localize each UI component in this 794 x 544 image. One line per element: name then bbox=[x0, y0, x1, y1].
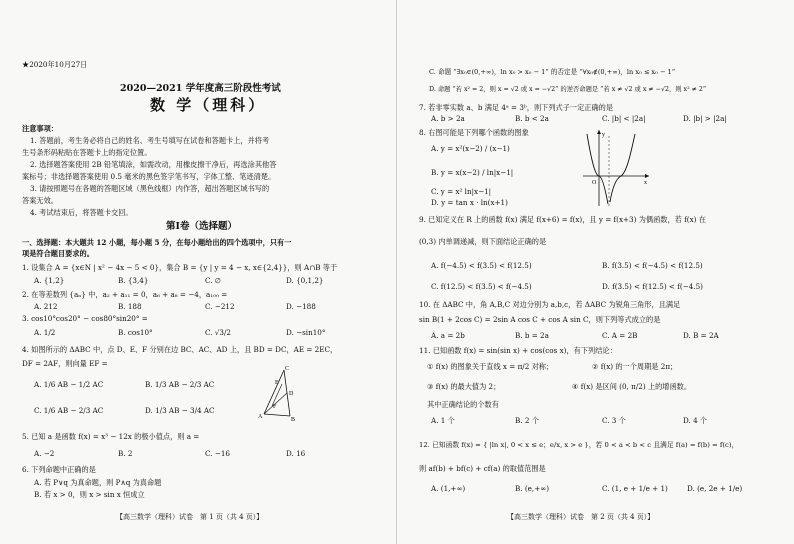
option: B. 2 个 bbox=[515, 416, 539, 425]
notice-line: 答案无效。 bbox=[22, 196, 58, 205]
notice-line: 生号条形码粘贴在答题卡上的指定位置。 bbox=[22, 148, 152, 157]
option: C. (1, e + 1/e + 1) bbox=[602, 484, 668, 493]
page-footer: 【高三数学（理科）试卷 第 2 页（共 4 页）】 bbox=[507, 513, 655, 521]
option: C. 1/6 AB − 2/3 AC bbox=[34, 406, 104, 415]
statement: ① f(x) 的图象关于直线 x = π/2 对称； bbox=[427, 362, 554, 371]
subject-title: 数 学（理科） bbox=[150, 96, 267, 114]
option: D. {0,1,2} bbox=[286, 276, 324, 285]
figure-label: D bbox=[289, 391, 294, 397]
option: C. √3/2 bbox=[205, 328, 231, 337]
option: A. −2 bbox=[34, 449, 55, 458]
option: B. 若 x > 0，则 x > sin x 恒成立 bbox=[34, 490, 145, 499]
option: C. |b| < |2a| bbox=[602, 114, 646, 123]
option: A. 1 个 bbox=[431, 416, 455, 425]
option: C. f(12.5) < f(3.5) < f(−4.5) bbox=[431, 282, 532, 291]
option: B. (e,+∞) bbox=[515, 484, 550, 493]
graph-label: y bbox=[602, 132, 605, 138]
notice-line: 2. 选择题答案使用 2B 铅笔填涂，如需改动，用橡皮擦干净后，再选涂其他答 bbox=[30, 160, 277, 169]
option: D. y = tan x · ln(x+1) bbox=[431, 198, 508, 207]
question-5-stem: 5. 已知 a 是函数 f(x) = x³ − 12x 的极小值点，则 a = bbox=[22, 432, 200, 441]
figure-label: A bbox=[258, 414, 263, 420]
option: D. |b| > |2a| bbox=[683, 114, 727, 123]
option: D. 1/3 AB − 3/4 AC bbox=[145, 406, 215, 415]
option: B. {3,4} bbox=[118, 276, 149, 285]
option: C. ∅ bbox=[205, 276, 222, 285]
notice-line: 3. 请按照题号在各题的答题区域（黑色线框）内作答，超出答题区域书写的 bbox=[30, 184, 270, 193]
option: C. A = 2B bbox=[602, 331, 638, 340]
option: A. 1/2 bbox=[34, 328, 56, 337]
question-4-stem: DF = 2AF，则向量 EF = bbox=[22, 359, 108, 368]
option: B. y = x(x−2) / ln|x−1| bbox=[431, 168, 514, 177]
option: D. −sin10° bbox=[286, 328, 326, 337]
notice-line: 案标号；非选择题答案使用 0.5 毫米的黑色签字笔书写，字体工整、笔迹清楚。 bbox=[22, 172, 276, 181]
question-8-stem: 8. 右图可能是下列哪个函数的图象 bbox=[419, 128, 529, 137]
question-6-stem: 6. 下列命题中正确的是 bbox=[22, 465, 96, 474]
notice-line: 1. 答题前，考生务必将自己的姓名、考生号填写在试卷和答题卡上，并将考 bbox=[30, 136, 270, 145]
question-10-stem: sin B(1 + 2cos C) = 2sin A cos C + cos A sin C，则下列等式成立的是 bbox=[419, 315, 661, 324]
option: B. f(3.5) < f(−4.5) < f(12.5) bbox=[602, 261, 703, 270]
statement: ④ f(x) 是区间 (0, π/2) 上的增函数。 bbox=[572, 382, 692, 391]
notice-heading: 注意事项： bbox=[22, 124, 58, 133]
exam-title: 2020—2021 学年度高三阶段性考试 bbox=[120, 83, 281, 94]
option: B. 1/3 AB − 2/3 AC bbox=[145, 380, 215, 389]
option: B. b = 2a bbox=[515, 331, 549, 340]
graph-label: x bbox=[644, 180, 647, 186]
function-graph-figure bbox=[579, 128, 651, 208]
option: A. 212 bbox=[34, 302, 58, 311]
triangle-figure bbox=[258, 364, 298, 422]
figure-label: E bbox=[275, 380, 279, 386]
option: A. 1/6 AB − 1/2 AC bbox=[34, 380, 104, 389]
question-2-stem: 2. 在等差数列 {aₙ} 中，a₂ + a₁₁ = 0，a₆ + a₈ = −4，a₁₀₀ = bbox=[22, 290, 228, 299]
option: A. f(−4.5) < f(3.5) < f(12.5) bbox=[431, 261, 532, 270]
question-6-option-c: C. 命题 “∃x₀∈(0,+∞)，ln x₀ > x₀ − 1” 的否定是 “∀x₀∉(0,+∞)，ln x₀ ≤ x₀ − 1” bbox=[429, 68, 676, 76]
part-title: 第Ⅰ卷（选择题） bbox=[166, 221, 237, 232]
figure-label: F bbox=[273, 404, 277, 410]
option: C. y = x² ln|x−1| bbox=[431, 187, 492, 196]
option: A. {1,2} bbox=[34, 276, 65, 285]
option: D. 16 bbox=[286, 449, 306, 458]
statement: ③ f(x) 的最大值为 2； bbox=[427, 382, 501, 391]
question-1-stem: 1. 设集合 A = {x∈N | x² − 4x − 5 < 0}，集合 B = {y | y = 4 − x, x∈{2,4}}，则 A∩B 等于 bbox=[22, 263, 338, 272]
question-12-stem: 则 af(b) + bf(c) + cf(a) 的取值范围是 bbox=[419, 464, 546, 473]
option: D. f(3.5) < f(12.5) < f(−4.5) bbox=[602, 282, 703, 291]
part-description: 一、选择题：本大题共 12 小题，每小题 5 分，在每小题给出的四个选项中，只有一 bbox=[22, 238, 292, 247]
option: D. (e, 2e + 1/e) bbox=[687, 484, 743, 493]
page-footer: 【高三数学（理科）试卷 第 1 页（共 4 页）】 bbox=[116, 513, 264, 521]
question-7-stem: 7. 若非零实数 a、b 满足 4ᵃ = 3ᵇ，则下列式子一定正确的是 bbox=[419, 103, 614, 112]
option: C. −16 bbox=[205, 449, 230, 458]
option: D. −188 bbox=[286, 302, 316, 311]
statement: ② f(x) 的一个周期是 2π； bbox=[592, 362, 678, 371]
part-description: 项是符合题目要求的。 bbox=[22, 249, 94, 258]
figure-label: C bbox=[285, 366, 290, 372]
option: B. b < 2a bbox=[515, 114, 549, 123]
question-4-stem: 4. 如图所示的 ΔABC 中，点 D、E、F 分别在边 BC、AC、AD 上，且 BD = DC，AE = 2EC， bbox=[22, 345, 338, 354]
option: D. 4 个 bbox=[683, 416, 708, 425]
notice-line: 4. 考试结束后，将答题卡交回。 bbox=[30, 208, 133, 217]
option: A. (1,+∞) bbox=[431, 484, 466, 493]
option: C. 3 个 bbox=[602, 416, 626, 425]
figure-label: B bbox=[291, 417, 296, 422]
question-11-stem: 11. 已知函数 f(x) = sin(sin x) + cos(cos x)，有下列结论： bbox=[419, 346, 617, 355]
graph-label: O bbox=[592, 180, 597, 186]
question-9-stem: (0,3) 内单调递减，则下面结论正确的是 bbox=[419, 237, 547, 246]
question-3-stem: 3. cos10°cos20° − cos80°sin20° = bbox=[22, 314, 148, 323]
option: A. y = x²(x−2) / (x−1) bbox=[431, 144, 510, 153]
option: C. −212 bbox=[205, 302, 235, 311]
option: B. 188 bbox=[118, 302, 142, 311]
option: B. 2 bbox=[118, 449, 133, 458]
question-11-ask: 其中正确结论的个数有 bbox=[427, 400, 499, 409]
option: A. 若 P∨q 为真命题，则 P∧q 为真命题 bbox=[34, 478, 162, 487]
option: A. b > 2a bbox=[431, 114, 465, 123]
option: B. cos10° bbox=[118, 328, 153, 337]
exam-date: ★2020年10月27日 bbox=[22, 60, 88, 69]
question-12-stem: 12. 已知函数 f(x) = { |ln x|, 0 < x ≤ e；e/x, x > e }，若 0 < a < b < c 且满足 f(a) = f(b) = f(c)， bbox=[419, 441, 739, 449]
question-10-stem: 10. 在 ΔABC 中，角 A,B,C 对边分别为 a,b,c，若 ΔABC 为锐角三角形，且满足 bbox=[419, 300, 681, 309]
question-9-stem: 9. 已知定义在 R 上的函数 f(x) 满足 f(x+6) = f(x)，且 y = f(x+3) 为偶函数，若 f(x) 在 bbox=[419, 215, 706, 224]
exam-page-2 bbox=[397, 0, 794, 544]
question-6-option-d: D. 命题 “若 x² = 2，则 x = √2 或 x = −√2” 的逆否命题是 “若 x ≠ √2 或 x ≠ −√2，则 x² ≠ 2” bbox=[429, 86, 707, 93]
option: A. a = 2b bbox=[431, 331, 465, 340]
option: D. B = 2A bbox=[683, 331, 719, 340]
